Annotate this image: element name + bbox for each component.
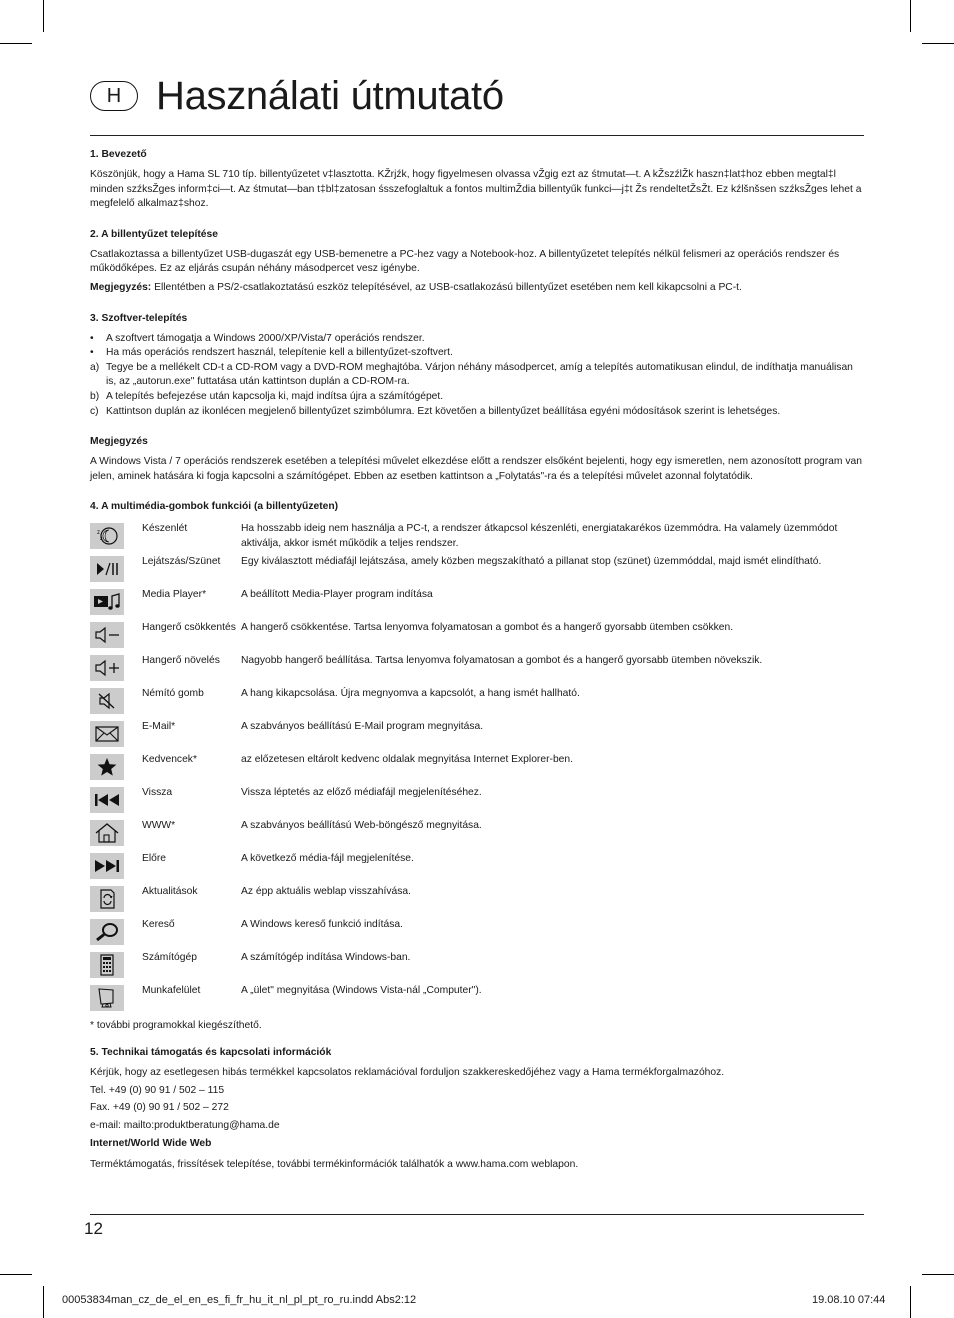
volume-down-icon [90,622,124,648]
crop-mark [910,1286,911,1318]
key-name: E-Mail* [142,721,176,733]
volume-up-icon [90,655,124,681]
multimedia-key-table [90,520,864,1015]
section-keyboard-installation [90,228,864,296]
page-header [90,72,864,136]
key-description: Vissza léptetés az előző médiafájl megjelenítéséhez. [241,787,482,799]
crop-mark [0,1274,32,1275]
footer-divider [90,1214,864,1215]
section-software-installation [90,312,864,420]
list-item [90,361,864,390]
section-heading: 5. Technikai támogatás és kapcsolati információk [90,1046,332,1058]
key-name: Hangerő növelés [142,655,220,667]
key-name: WWW* [142,820,176,832]
key-name: Vissza [142,787,173,799]
list-item-text: Tegye be a mellékelt CD-t a CD-ROM vagy a DVD-ROM meghajtóba. Várjon néhány másodpercet, amíg a telepítés automatikusan elindul, de indíthatja manuálisan is, az „autorun.exe" futtatása után kattintson duplán a CD-ROM-ra. [106,361,853,388]
installation-steps [90,332,864,420]
key-description: A hang kikapcsolása. Újra megnyomva a kapcsolót, a hang ismét hallható. [241,688,580,700]
section-paragraph: Csatlakoztassa a billentyűzet USB-dugaszát egy USB-bemenetre a PC-hez vagy a Notebook-hoz. A billentyűzetet telepítés nélkül felismeri az operációs rendszer és működőképes. Ez az eljárás csupán néhány másodpercet vesz igénybe. [90,248,840,275]
page-title: Használati útmutató [156,74,504,118]
crop-mark [922,43,954,44]
section-support [90,1046,864,1173]
svg-text:z: z [100,536,103,543]
key-description: A következő média-fájl megjelenítése. [241,853,414,865]
crop-mark [0,43,32,44]
section-paragraph: Kérjük, hogy az esetlegesen hibás termékkel kapcsolatos reklamációval forduljon szakkereskedőjéhez vagy a Hama termékforgalmazóhoz. [90,1066,725,1078]
key-description: Ha hosszabb ideig nem használja a PC-t, a rendszer átkapcsol készenléti, energiatakarékos üzemmódra. Ha valamely üzemmódot aktiválja, akkor ismét működik a teljes rendszer. [241,523,838,549]
table-row [90,751,864,784]
table-row [90,652,864,685]
email-icon [90,721,124,747]
section-heading: 2. A billentyűzet telepítése [90,228,218,240]
key-description: A szabványos beállítású E-Mail program megnyitása. [241,721,484,733]
table-row [90,850,864,883]
crop-mark [910,0,911,32]
section-heading: 3. Szoftver-telepítés [90,312,188,324]
key-name: Lejátszás/Szünet [142,556,221,568]
list-item [90,405,864,420]
table-row [90,784,864,817]
calculator-icon [90,952,124,978]
table-row [90,685,864,718]
language-badge: H [90,81,138,111]
key-description: A számítógép indítása Windows-ban. [241,952,411,964]
media-player-icon [90,589,124,615]
key-description: A „ület" megnyitása (Windows Vista-nál „Computer"). [241,985,482,997]
key-description: Nagyobb hangerő beállítása. Tartsa lenyomva folyamatosan a gombot és a hangerő gyorsabb ütemben növekszik. [241,655,763,667]
list-marker: • [90,347,94,359]
list-marker: • [90,332,94,344]
table-row [90,883,864,916]
list-marker: a) [90,361,100,373]
key-description: A szabványos beállítású Web-böngésző megnyitása. [241,820,482,832]
print-file-name: 00053834man_cz_de_el_en_es_fi_fr_hu_it_nl_pl_pt_ro_ru.indd Abs2:12 [62,1294,417,1306]
print-date: 19.08.10 07:44 [812,1294,886,1306]
crop-mark [43,1286,44,1318]
list-item-text: A telepítés befejezése után kapcsolja ki, majd indítsa újra a számítógépet. [106,390,444,402]
key-name: Kedvencek* [142,754,197,766]
desktop-icon [90,985,124,1011]
section-introduction [90,148,864,212]
key-name: Munkafelület [142,985,201,997]
page-number: 12 [84,1219,103,1238]
home-icon [90,820,124,846]
section-heading: 4. A multimédia-gombok funkciói (a billentyűzeten) [90,501,339,513]
section-heading: Megjegyzés [90,436,148,448]
list-item-text: Ha más operációs rendszert használ, telepítenie kell a billentyűzet-szoftvert. [106,347,453,359]
list-item-text: Kattintson duplán az ikonlécen megjelenő billentyűzet szimbólumra. Ezt követően a billentyűzet beállítása egyéni módosítások szerint is lehetséges. [106,405,781,417]
email-address: e-mail: mailto:produktberatung@hama.de [90,1119,280,1131]
crop-mark [43,0,44,32]
list-marker: b) [90,390,100,402]
table-row [90,916,864,949]
list-item-text: A szoftvert támogatja a Windows 2000/XP/Vista/7 operációs rendszer. [106,332,425,344]
list-item [90,332,864,347]
key-name: Némító gomb [142,688,204,700]
section-heading: 1. Bevezető [90,149,147,160]
note-label: Megjegyzés: [90,281,152,293]
key-description: A beállított Media-Player program indítása [241,589,433,601]
key-description: Az épp aktuális weblap visszahívása. [241,886,411,898]
key-name: Előre [142,853,167,865]
search-icon [90,919,124,945]
section-paragraph: A Windows Vista / 7 operációs rendszerek esetében a telepítési művelet elkezdése előtt a rendszer elsőként bejelenti, hogy egy ismeretlen, nem azonosított program van jelen, aminek hatására ki fogja kapcsolni a számítógépet. Ebben az esetben kattintson a „Folytatás"-ra és a telepítési művelet azonnal folytatódik. [90,456,862,482]
table-row [90,586,864,619]
key-name: Készenlét [142,523,188,535]
note-paragraph [90,281,864,296]
previous-icon [90,787,124,813]
table-row [90,520,864,553]
key-name: Hangerő csökkentés [142,622,236,634]
key-name: Számítógép [142,952,197,964]
section-paragraph: Terméktámogatás, frissítések telepítése, további termékinformációk találhatók a www.hama.com weblapon. [90,1158,579,1170]
table-row [90,817,864,850]
table-row [90,982,864,1015]
key-description: az előzetesen eltárolt kedvenc oldalak megnyitása Internet Explorer-ben. [241,754,573,766]
list-item [90,390,864,405]
phone-number: Tel. +49 (0) 90 91 / 502 – 115 [90,1084,225,1096]
section-multimedia-keys [90,500,864,1034]
note-text: Ellentétben a PS/2-csatlakoztatású eszköz telepítésével, az USB-csatlakozású billentyűzet esetében nem kell kikapcsolni a PC-t. [151,281,742,293]
next-icon [90,853,124,879]
subsection-heading: Internet/World Wide Web [90,1138,212,1150]
favorites-icon [90,754,124,780]
key-name: Media Player* [142,589,207,601]
key-name: Kereső [142,919,175,931]
key-description: A hangerő csökkentése. Tartsa lenyomva folyamatosan a gombot és a hangerő gyorsabb ütemben csökken. [241,622,734,634]
page-content [90,148,864,1176]
footnote: * további programokkal kiegészíthető. [90,1020,262,1032]
fax-number: Fax. +49 (0) 90 91 / 502 – 272 [90,1102,229,1114]
svg-text:z: z [97,530,100,537]
play-pause-icon [90,556,124,582]
refresh-icon [90,886,124,912]
table-row [90,718,864,751]
table-row [90,553,864,586]
section-note [90,435,864,484]
crop-mark [922,1274,954,1275]
list-marker: c) [90,405,99,417]
key-name: Aktualitások [142,886,198,898]
key-description: A Windows kereső funkció indítása. [241,919,403,931]
mute-icon [90,688,124,714]
table-row [90,949,864,982]
standby-icon [90,523,124,549]
list-item [90,346,864,361]
table-row [90,619,864,652]
section-paragraph: Köszönjük, hogy a Hama SL 710 típ. billentyűzetet v‡lasztotta. KŽrjźk, hogy figyelmesen olvassa vŽgig ezt az śtmutat—t. A kŽszźlŽk haszn‡lat‡hoz ebben megtal‡l minden szźksŽges inform‡ci—t. Az śtmutat—ban t‡bl‡zatosan śsszefoglaltuk a fontos multimŽdia billentyűk funkci—j‡t Žs rendeltetŽsŽt. Ez kźlšnšsen szźksŽges lehet a megfelelő alkalmaz‡shoz. [90,169,862,210]
key-description: Egy kiválasztott médiafájl lejátszása, amely közben megszakítható a pillanat stop (szünet) üzemmóddal, majd ismét elindítható. [241,556,822,568]
